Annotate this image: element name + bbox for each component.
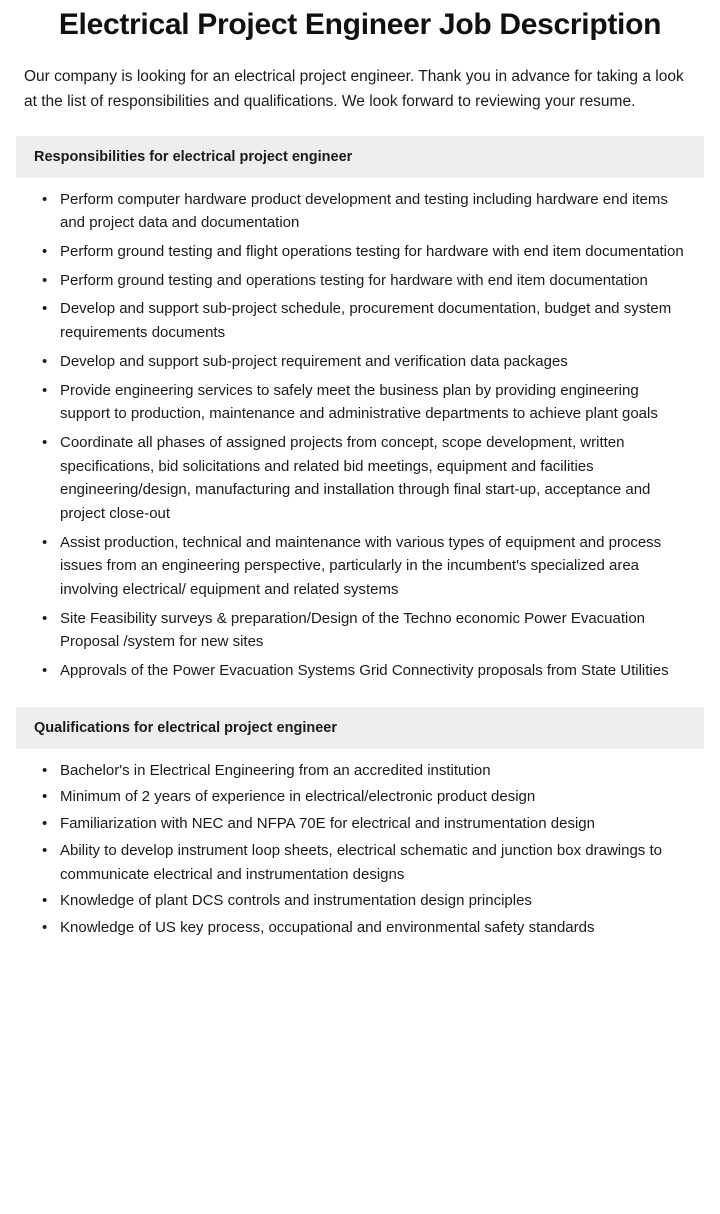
list-item: • Knowledge of plant DCS controls and instrumentation design principles — [24, 889, 696, 913]
list-item: • Site Feasibility surveys & preparation/Design of the Techno economic Power Evacuation Proposal /system for new sites — [24, 607, 696, 654]
list-item: • Ability to develop instrument loop sheets, electrical schematic and junction box drawings to communicate electrical and instrumentation designs — [24, 839, 696, 886]
list-item: • Develop and support sub-project schedule, procurement documentation, budget and system requirements documents — [24, 297, 696, 344]
list-item: • Perform ground testing and flight operations testing for hardware with end item documentation — [24, 240, 696, 264]
list-item: • Assist production, technical and maintenance with various types of equipment and process issues from an engineering perspective, particularly in the incumbent's specialized area involving electrical/ equipment and related systems — [24, 531, 696, 602]
section-qualifications — [24, 707, 696, 940]
list-item: • Coordinate all phases of assigned projects from concept, scope development, written specifications, bid solicitations and related bid meetings, equipment and facilities engineering/design, manufacturing and installation through final start-up, acceptance and project close-out — [24, 431, 696, 526]
qualifications-list — [24, 759, 696, 940]
intro-paragraph: Our company is looking for an electrical project engineer. Thank you in advance for taking a look at the list of responsibilities and qualifications. We look forward to reviewing your resume. — [24, 67, 684, 110]
list-item: • Perform ground testing and operations testing for hardware with end item documentation — [24, 269, 696, 293]
list-item: • Perform computer hardware product development and testing including hardware end items and project data and documentation — [24, 188, 696, 235]
list-item: • Approvals of the Power Evacuation Systems Grid Connectivity proposals from State Utilities — [24, 659, 696, 683]
job-description-document — [0, 6, 720, 974]
list-item: • Bachelor's in Electrical Engineering from an accredited institution — [24, 759, 696, 783]
list-item: • Minimum of 2 years of experience in electrical/electronic product design — [24, 785, 696, 809]
responsibilities-list — [24, 188, 696, 683]
page-title: Electrical Project Engineer Job Description — [58, 8, 662, 41]
list-item: • Knowledge of US key process, occupational and environmental safety standards — [24, 916, 696, 940]
section-responsibilities — [24, 136, 696, 683]
list-item: • Develop and support sub-project requirement and verification data packages — [24, 350, 696, 374]
section-header-qualifications: Qualifications for electrical project engineer — [16, 707, 704, 749]
list-item: • Familiarization with NEC and NFPA 70E for electrical and instrumentation design — [24, 812, 696, 836]
section-header-responsibilities: Responsibilities for electrical project engineer — [16, 136, 704, 178]
list-item: • Provide engineering services to safely meet the business plan by providing engineering support to production, maintenance and administrative departments to achieve plant goals — [24, 379, 696, 426]
